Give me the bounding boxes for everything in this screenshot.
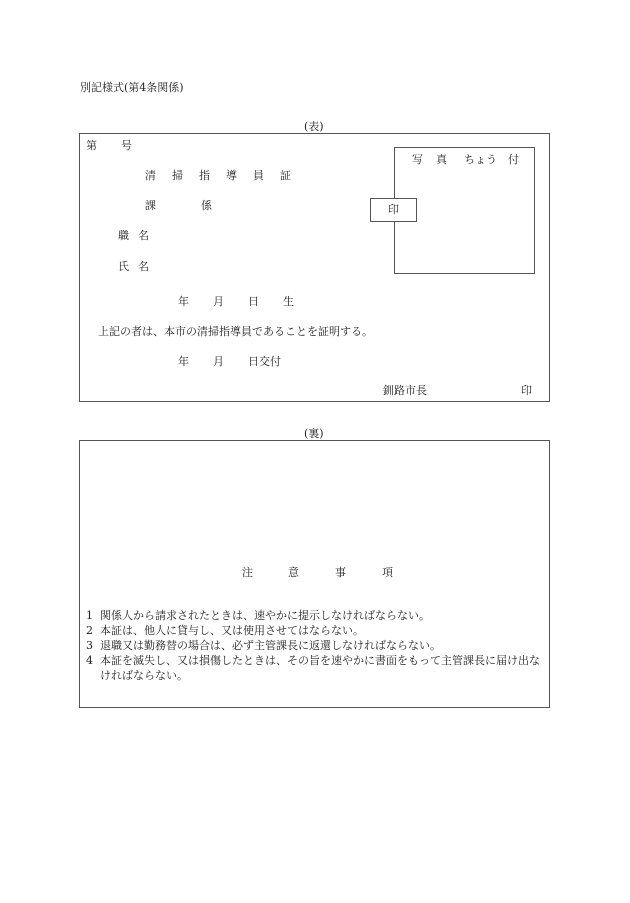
card-back: 注 意 事 項 1 関係人から請求されたときは、速やかに提示しなければならない。 2 本証は、他人に貸与し、又は使用させてはならない。 3 退職又は勤務替の場合は、必ず主管課長に返還しなければならない。 4 本証を滅失し、又は損傷したときは、その旨を速やかに書面をもって主管課長に届け出なければならない。: [79, 440, 550, 708]
title-char: 証: [280, 169, 291, 182]
seal-box: 印: [370, 198, 417, 222]
title-char: 員: [253, 169, 264, 182]
issuer-name: 釧路市長: [383, 384, 427, 397]
list-item: 1 関係人から請求されたときは、速やかに提示しなければならない。: [86, 609, 430, 622]
issuer-seal-mark: 印: [521, 384, 532, 397]
photo-area: 写 真 ちょう 付: [394, 147, 535, 274]
back-side-label: (裏): [304, 427, 324, 440]
notes-list: [86, 608, 548, 683]
number-suffix: 号: [121, 139, 132, 152]
certification-text: 上記の者は、本市の清掃指導員であることを証明する。: [98, 325, 373, 338]
title-char: 掃: [172, 169, 183, 182]
title-char: 清: [145, 169, 156, 182]
list-item: 2 本証は、他人に貸与し、又は使用させてはならない。: [86, 624, 364, 637]
list-item: 3 退職又は勤務替の場合は、必ず主管課長に返還しなければならない。: [86, 639, 441, 652]
number-prefix: 第: [86, 139, 97, 152]
title-char: 指: [199, 169, 210, 182]
section-char: 係: [201, 199, 212, 212]
front-side-label: (表): [304, 120, 324, 133]
form-heading: 別記様式(第4条関係): [80, 81, 184, 94]
section-char: 課: [145, 199, 156, 212]
title-char: 導: [226, 169, 237, 182]
list-item: 4 本証を滅失し、又は損傷したときは、その旨を速やかに書面をもって主管課長に届け出なければならない。: [86, 654, 540, 682]
card-front: 第 号 清 掃 指 導 員 証 課 係 職 名 氏 名 年 月 日 生 上記の者は、本市の清掃指導員であることを証明する。 年 月 日交付 釧路市長 印 写 真 ちょう 付 印: [79, 133, 550, 402]
